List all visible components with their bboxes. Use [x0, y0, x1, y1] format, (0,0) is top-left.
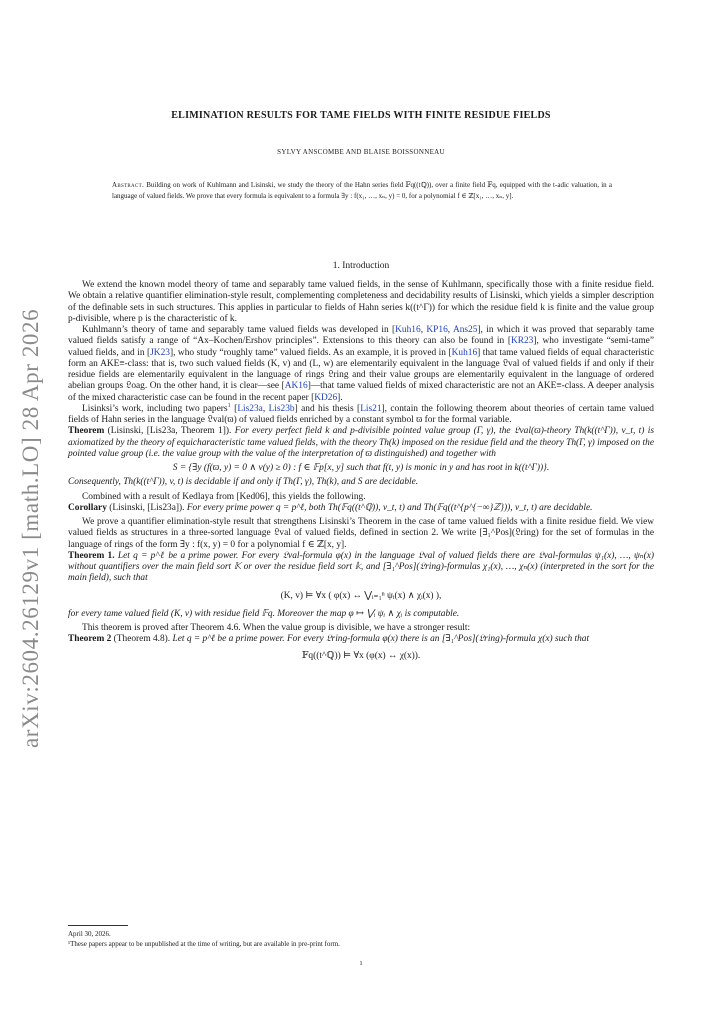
- citation-link[interactable]: Lis21: [360, 403, 382, 414]
- intro-paragraph-2: Kuhlmann’s theory of tame and separably tame valued fields was developed in [Kuh16, KP16, Ans25], in which it was proved that separably tame valued fields satisfy a range of “Ax–Kochen/Ershov principles”. Extensions to this theory can also be found in [KR23], who investigate “semi-tame” valued fields, and in [JK23], who study “roughly tame” valued fields. As an example, it is proved in [Kuh16] that tame valued fields of equal characteristic form an AKE≡-class: that is, two such valued fields (K, v) and (L, w) are elementarily equivalent in the language 𝔏val of valued fields if and only if their residue fields are elementarily equivalent in the language of rings 𝔏ring and their value groups are elementarily equivalent in the language of ordered abelian groups 𝔏oag. On the other hand, it is clear—see [AK16]—that tame valued fields of mixed characteristic are not an AKE≡-class. A deeper analysis of the mixed characteristic case can be found in the recent paper [KD26].: [68, 325, 655, 403]
- footnote-1: ¹These papers appear to be unpublished at the time of writing, but are available in pre-print form.: [68, 939, 340, 948]
- citation-link[interactable]: KR23: [510, 336, 534, 347]
- footnote-rule: [68, 925, 128, 926]
- footer-notes: [68, 925, 654, 949]
- citation-link[interactable]: Kuh16: [451, 347, 478, 358]
- combined-sentence: Combined with a result of Kedlaya from [Ked06], this yields the following.: [82, 491, 366, 502]
- footnote-link[interactable]: 1: [227, 401, 231, 409]
- theorem-1: Theorem 1. Let q = p^ℓ be a prime power. For every 𝔏val-formula φ(x) in the language 𝔏val of valued fields there are 𝔏val-formulas ψ₁(x), …, ψₙ(x) without quantifiers over the main field sort 𝕂 or over the residue field sort 𝕜, and [∃₁^Pos](𝔏ring)-formulas χ₁(x), …, χₙ(x) (interpreted in the sort for the main field), such that: [68, 550, 655, 584]
- theorem-1-conclusion: for every tame valued field (K, v) with residue field 𝔽q. Moreover the map φ ↦ ⋁ᵢ ψᵢ ∧ χᵢ is computable.: [68, 608, 460, 619]
- arxiv-sidebar-stamp: [6, 198, 52, 758]
- citation-link[interactable]: JK23: [150, 347, 170, 358]
- intro-paragraph-1: We extend the known model theory of tame and separably tame valued fields, in the sense of Kuhlmann, specifically those with a finite residue field. We obtain a relative quantifier elimination-style result, complementing completeness and decidability results of Lisinski, which yields a simpler description of the definable sets in such structures. This applies in particular to fields of Hahn series k((t^Γ)) for which the residue field k is finite and the value group p-divisible, where p is the characteristic of k.: [68, 280, 654, 324]
- citation-link[interactable]: Kuh16: [395, 325, 421, 335]
- citation-link[interactable]: KP16: [426, 325, 448, 335]
- section-heading: 1. Introduction: [332, 261, 390, 271]
- citation-link[interactable]: Ans25: [452, 325, 478, 335]
- citation-link[interactable]: KD26: [314, 392, 338, 403]
- proved-after-sentence: This theorem is proved after Theorem 4.6. When the value group is divisible, we have a stronger result:: [82, 622, 471, 633]
- theorem-2: Theorem 2 (Theorem 4.8). Let q = p^ℓ be a prime power. For every 𝔏ring-formula φ(x) there is an [∃₁^Pos](𝔏ring)-formula χ(x) such that: [68, 634, 590, 644]
- citation-link[interactable]: Lis23b: [268, 403, 295, 414]
- paper-authors: SYLVY ANSCOMBE AND BLAISE BOISSONNEAU: [277, 148, 445, 156]
- intro-paragraph-4: We prove a quantifier elimination-style result that strengthens Lisinski’s Theorem in the case of tame valued fields with a finite residue field. We view valued fields as structures in a three-sorted language 𝔏val of valued fields, defined in section 2. We write [∃₁^Pos](𝔏ring) for the set of formulas in the language of rings of the form ∃y : f(x, y) = 0 for a polynomial f ∈ ℤ[x, y].: [68, 517, 654, 550]
- display-theorem-1: (K, v) ⊨ ∀x ( φ(x) ↔ ⋁ᵢ₌₁ⁿ ψᵢ(x) ∧ χᵢ(x) ),: [280, 590, 442, 601]
- arxiv-identifier: arXiv:2604.26129v1 [math.LO] 28 Apr 2026: [18, 308, 43, 748]
- display-theorem-2: 𝔽q((t^ℚ)) ⊨ ∀x (φ(x) ↔ χ(x)).: [301, 651, 421, 662]
- paper-title: ELIMINATION RESULTS FOR TAME FIELDS WITH FINITE RESIDUE FIELDS: [171, 110, 551, 121]
- citation-link[interactable]: Lis23a: [237, 403, 263, 414]
- corollary: Corollary (Lisinski, [Lis23a]). For every prime power q = p^ℓ, both Th(𝔽q((t^ℚ)), v_t, t) and Th(𝔽q((t^{p^{−∞}ℤ})), v_t, t) are decidable.: [68, 502, 593, 513]
- theorem-lisinski: Theorem (Lisinski, [Lis23a, Theorem 1]). For every perfect field k and p-divisible pointed value group (Γ, γ), the 𝔏val(ϖ)-theory Th(k((t^Γ)), v_t, t) is axiomatized by the theory of equicharacteristic tame valued fields, with the theory Th(k) imposed on the residue field and the theory Th(Γ, γ) imposed on the pointed value group (i.e. the value group with the value of the interpretation of ϖ distinguished) and together with: [68, 426, 655, 459]
- abstract-text: Building on work of Kuhlmann and Lisinski, we study the theory of the Hahn series field 𝔽q((tℚ)), over a finite field 𝔽q, equipped with the t-adic valuation, in a language of valued fields. We prove that every formula is equivalent to a formula ∃y : f(x₁, …, xₙ, y) = 0, for a polynomial f ∈ ℤ[x₁, …, xₙ, y].: [112, 181, 612, 200]
- page-number: 1: [359, 960, 363, 967]
- abstract-label: Abstract.: [112, 181, 145, 189]
- paper-body: [68, 280, 654, 666]
- theorem-lisinski-consequence: Consequently, Th(k((t^Γ)), v, t) is decidable if and only if Th(Γ, γ), Th(k), and S are decidable.: [68, 477, 419, 488]
- abstract: [112, 180, 612, 201]
- display-set-s: S = {∃y (f(ϖ, y) = 0 ∧ v(y) ≥ 0) : f ∈ 𝔽p[x, y] such that f(t, y) is monic in y and has root in k((t^Γ))}.: [172, 463, 550, 473]
- citation-link[interactable]: AK16: [284, 381, 308, 392]
- intro-paragraph-3: Lisinksi’s work, including two papers$^1$ [Lis23a, Lis23b] and his thesis [Lis21], contain the following theorem about theories of certain tame valued fields of Hahn series in the language 𝔏val(ϖ) of valued fields enriched by a constant symbol ϖ for the formal variable.: [68, 401, 654, 425]
- date-line: April 30, 2026.: [68, 930, 111, 938]
